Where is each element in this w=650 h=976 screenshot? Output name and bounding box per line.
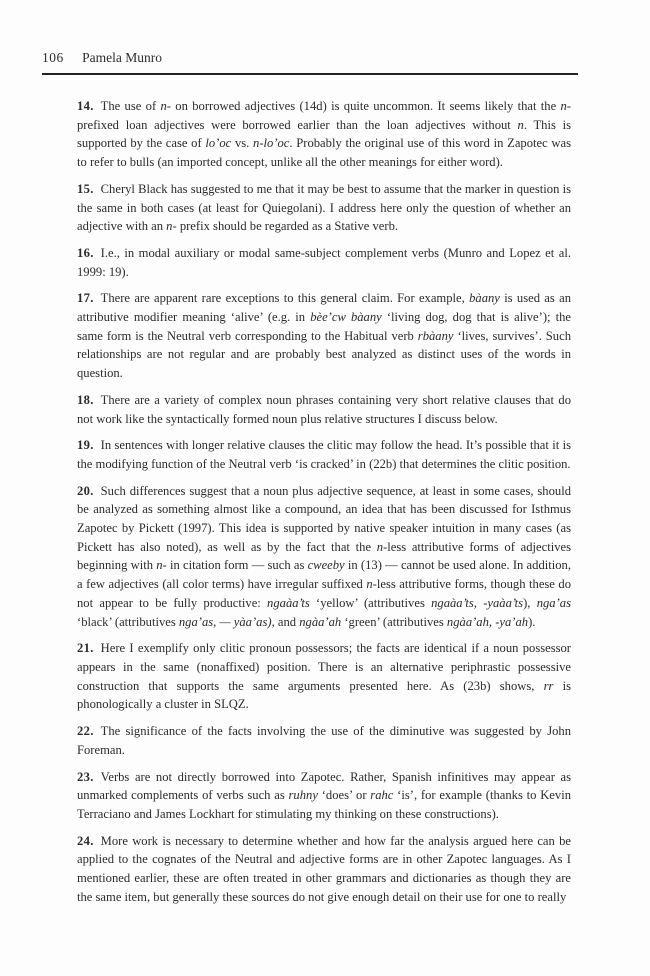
footnote-text-run: Verbs are not directly borrowed into Zapotec. Rather, Spanish infinitives may appear as unmarked complements of verbs such as — [77, 769, 571, 803]
footnote-number: 16. — [77, 245, 94, 260]
footnote-italic-run: cweeby — [307, 558, 345, 573]
footnote-number: 21. — [77, 641, 94, 656]
footnote-text-run: ), — [523, 595, 537, 610]
footnote-text-run: on borrowed adjectives (14d) is quite uncommon. It seems likely that the — [170, 99, 561, 113]
footnote-text-run: -less attributive forms, though these do not appear to be fully productive: — [77, 577, 571, 610]
footnote-number: 17. — [77, 291, 94, 306]
footnote-text-run: There are apparent rare exceptions to this general claim. For example, — [100, 291, 470, 306]
footnote-number: 14. — [77, 99, 94, 113]
footnote-italic-run: rr — [543, 678, 554, 693]
footnote-text-run: The significance of the facts involving the use of the diminutive was suggested by John Foreman. — [77, 724, 571, 757]
footnote-text-run: ‘living dog, dog that is alive’); the same form is the Neutral verb corresponding to the Habitual verb — [77, 310, 571, 343]
footnote-italic-run: rbàany — [417, 328, 454, 343]
footnote-text-run: In sentences with longer relative clauses the clitic may follow the head. It’s possible that it is the modifying function of the Neutral verb ‘is cracked’ in (22b) that determines the clitic position. — [77, 438, 571, 471]
footnote-italic-run: nga’as, — yàa’as) — [178, 614, 272, 629]
footnote — [77, 768, 571, 824]
footnote-text-run: is used as an attributive modifier meaning ‘alive’ (e.g. in — [77, 291, 571, 325]
footnote-italic-run: bàany — [469, 291, 500, 306]
footnote-italic-run: n-lo’oc — [253, 136, 290, 151]
footnote-text-run: The use of — [100, 99, 161, 113]
footnote-italic-run: bèe’cw bàany — [310, 310, 382, 325]
running-head: Pamela Munro — [82, 50, 162, 65]
footnote-text-run: More work is necessary to determine whether and how far the analysis argued here can be applied to the cognates of the Neutral and adjective forms are in other Zapotec languages. As I mentioned earlier, these are often treated in other grammars and dictionaries as though they are the same item, but generally these sources do not give enough detail on their use for one to really — [77, 833, 571, 904]
footnote-text-run: , and — [271, 614, 300, 629]
footnote-italic-run: n- — [166, 219, 177, 234]
footnote-text-run: There are a variety of complex noun phrases containing very short relative clauses that do not work like the syntactically formed noun plus relative structures I discuss below. — [77, 392, 571, 426]
footnote — [77, 180, 571, 236]
footnote-text-run: in (13) — cannot be used alone. In addition, a few adjectives (all color terms) have irregular suffixed — [77, 558, 571, 592]
footnote-text-run: is phonologically a cluster in SLQZ. — [77, 678, 571, 712]
footnote-text-run: ‘yellow’ (attributives — [309, 595, 432, 610]
footnote-number: 22. — [77, 724, 94, 739]
footnote — [77, 289, 571, 383]
footnote-italic-run: n — [366, 577, 373, 592]
footnote — [77, 436, 571, 473]
footnote — [77, 97, 571, 172]
footnote — [77, 244, 571, 281]
footnote — [77, 391, 571, 428]
footnote-italic-run: n — [376, 539, 384, 554]
footnote-text-run: Such differences suggest that a noun plus adjective sequence, at least in some cases, should be analyzed as something almost like a compound, an idea that has been discussed for Isthmus Zapotec by Pickett (1997). This idea is supported by native speaker intuition in many cases (as Pickett has also noted), as well as by the fact that the — [77, 483, 571, 554]
footnote-italic-run: ngaàa’ts — [267, 595, 310, 610]
footnote-text-run: prefix should be regarded as a Stative verb. — [176, 219, 399, 234]
footnote-number: 18. — [77, 392, 94, 407]
footnote-italic-run: nga’as — [536, 595, 571, 610]
footnote-text-run: ‘lives, survives’. Such relationships are not regular and are probably best analyzed as distinct uses of the words in question. — [77, 328, 571, 381]
footnote-italic-run: n- — [160, 99, 171, 113]
footnote-text-run: ‘green’ (attributives — [341, 614, 447, 629]
footnotes-list — [77, 97, 571, 914]
footnote-italic-run: lo’oc — [205, 136, 232, 151]
page-number: 106 — [42, 50, 64, 65]
footnote-italic-run: ruhny — [288, 788, 318, 803]
footnote — [77, 832, 571, 907]
footnote-italic-run: n- — [156, 558, 167, 573]
footnote-text-run: Cheryl Black has suggested to me that it may be best to assume that the marker in question is the same in both cases (at least for Quiegolani). I address here only the question of whether an adjective with an — [77, 181, 571, 234]
footnote — [77, 482, 571, 632]
footnote-italic-run: n — [560, 99, 567, 113]
footnote-number: 15. — [77, 181, 94, 196]
footnote-italic-run: ngaàa’ts, -yaàa’ts — [431, 595, 524, 610]
footnote-text-run: vs. — [231, 136, 254, 151]
footnote-text-run: . Probably the original use of this word in Zapotec was to refer to bulls (an imported concept, unlike all the other meanings for either word). — [77, 136, 571, 170]
footnote-italic-run: ngàa’ah, -ya’ah — [446, 614, 529, 629]
footnote-number: 24. — [77, 833, 94, 848]
page-header — [42, 50, 162, 66]
footnote-text-run: ‘does’ or — [317, 788, 371, 803]
footnote-italic-run: n — [517, 117, 524, 132]
footnote-text-run: ‘is’, for example (thanks to Kevin Terraciano and James Lockhart for stimulating my thinking on these constructions). — [77, 788, 571, 821]
footnote — [77, 639, 571, 714]
footnote-text-run: -less attributive forms of adjectives beginning with — [77, 539, 571, 573]
footnote-number: 23. — [77, 769, 94, 784]
footnote-number: 20. — [77, 483, 94, 498]
footnote-text-run: in citation form — such as — [166, 558, 308, 573]
footnote-italic-run: ngàa’ah — [299, 614, 342, 629]
footnote-text-run: ‘black’ (attributives — [77, 614, 179, 629]
footnote-text-run: ). — [528, 614, 536, 629]
footnote-number: 19. — [77, 438, 94, 453]
footnote-italic-run: rahc — [370, 788, 394, 803]
footnote-text-run: . This is supported by the case of — [77, 117, 571, 151]
footnote — [77, 722, 571, 759]
footnote-text-run: I.e., in modal auxiliary or modal same-subject complement verbs (Munro and Lopez et al. 1999: 19). — [77, 245, 571, 279]
footnote-text-run: Here I exemplify only clitic pronoun possessors; the facts are identical if a noun possessor appears in the same (nonaffixed) position. There is an alternative periphrastic possessive construction that supports the same arguments presented here. As (23b) shows, — [77, 641, 571, 693]
footnote-text-run: -prefixed loan adjectives were borrowed earlier than the loan adjectives without — [77, 99, 571, 132]
header-rule — [42, 73, 578, 75]
